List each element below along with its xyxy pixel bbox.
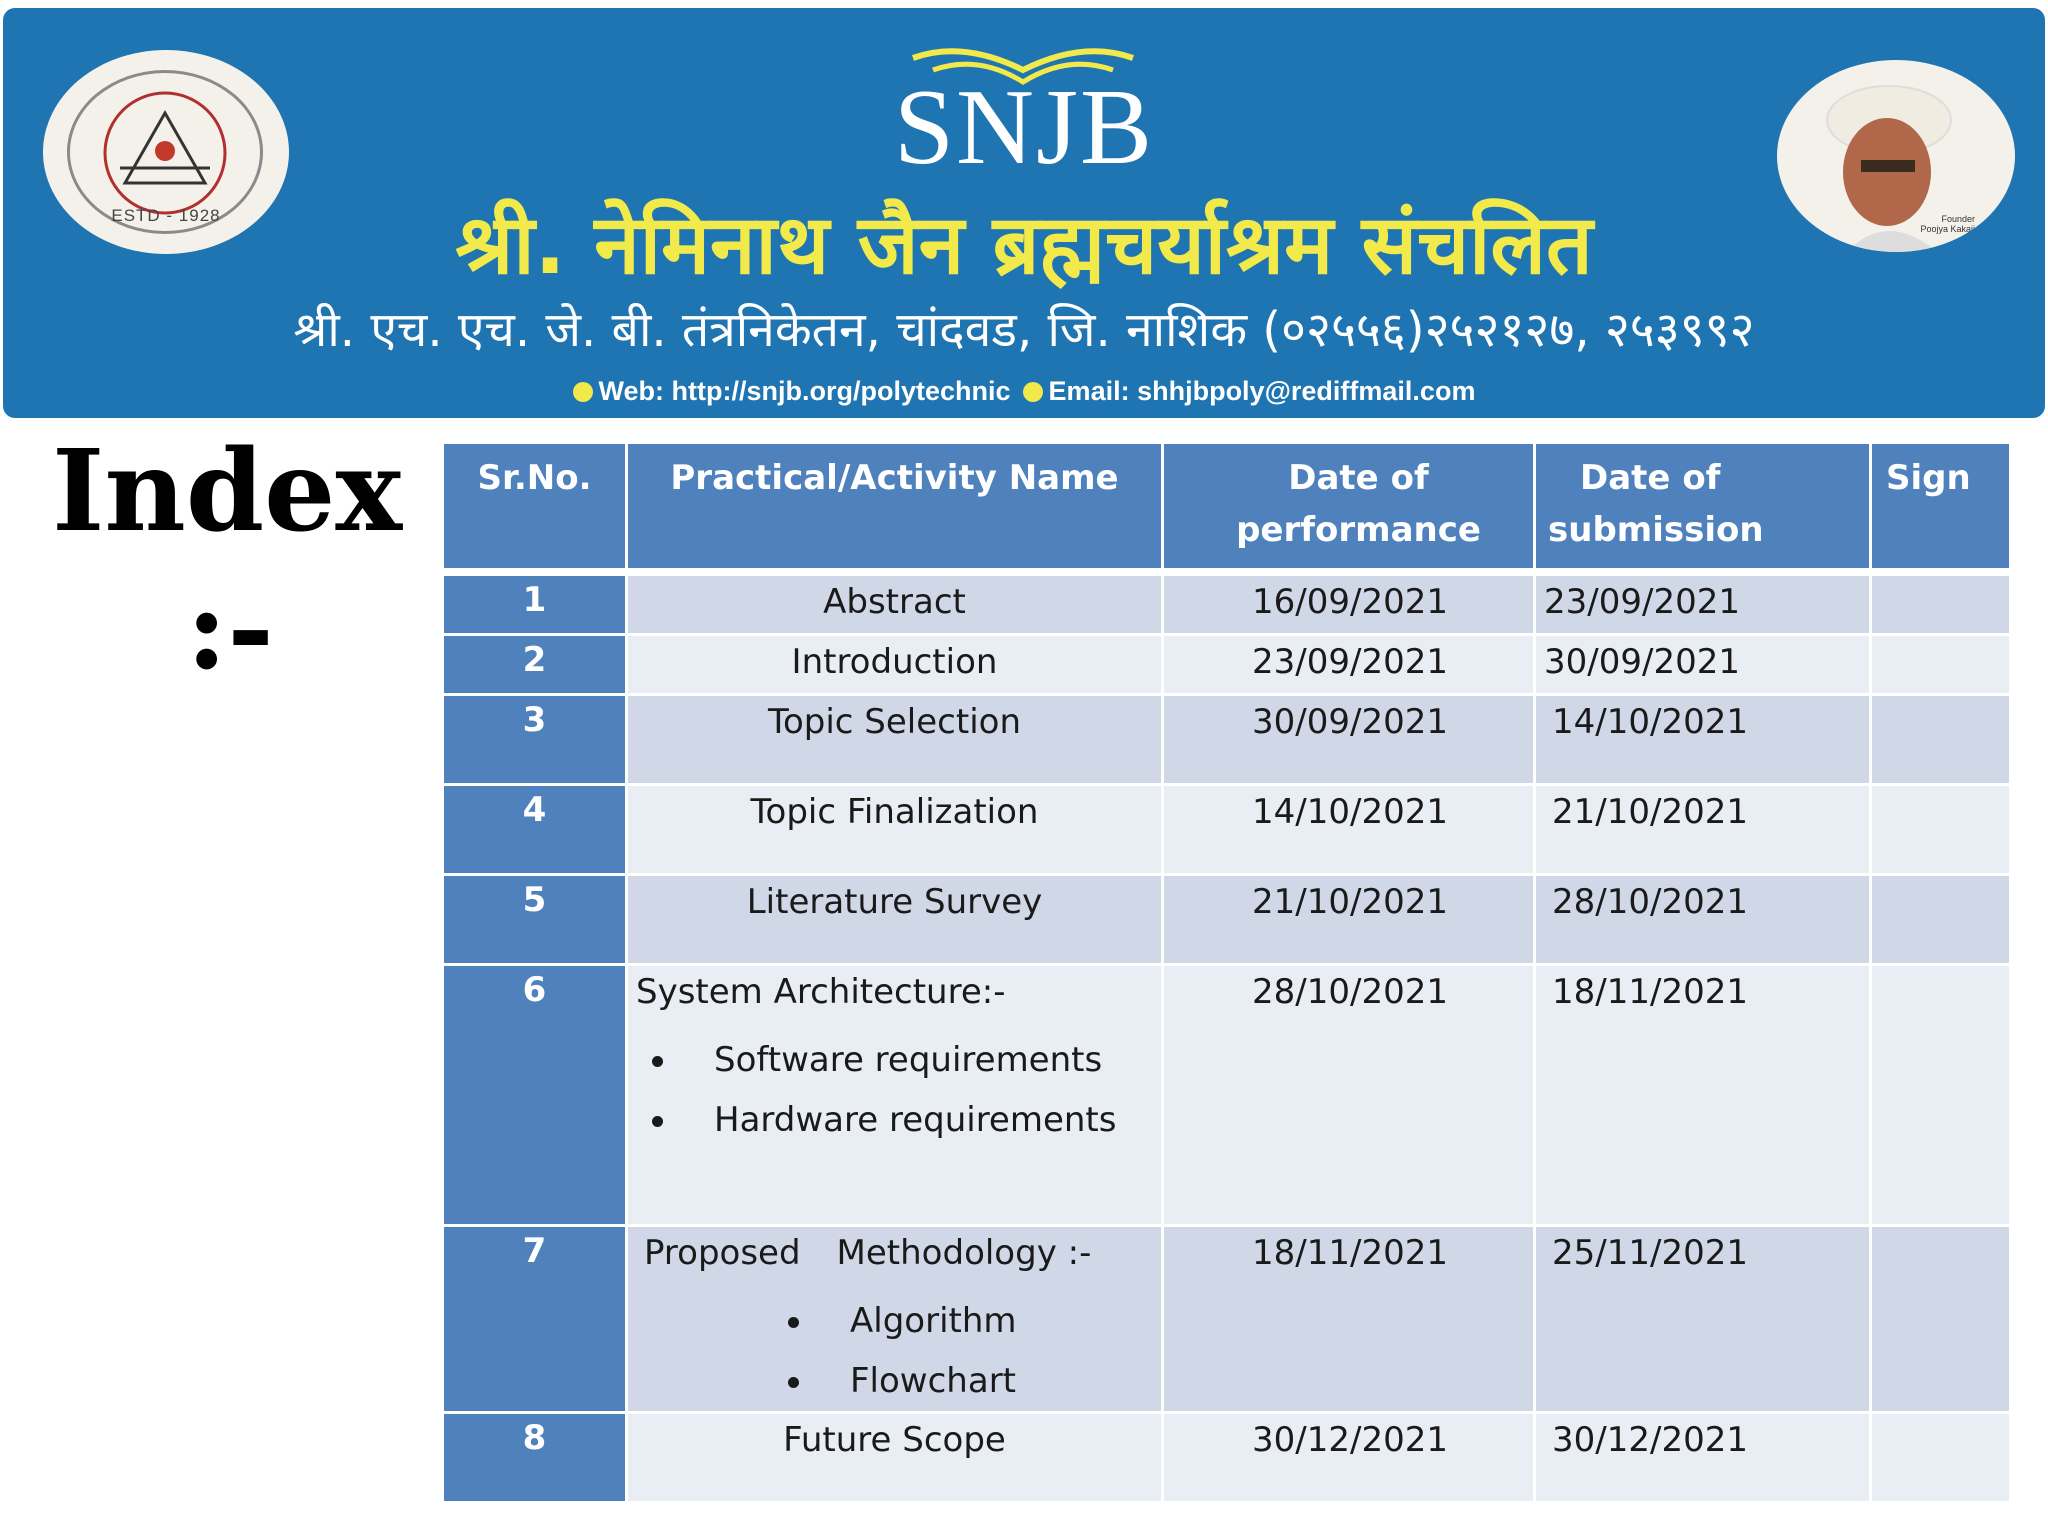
row-sign-cell (1872, 696, 2012, 786)
institute-banner (3, 8, 2045, 418)
page-title-suffix: :- (186, 564, 274, 695)
row-date-performance: 16/09/2021 (1164, 576, 1536, 636)
row-sign-cell (1872, 876, 2012, 966)
page-title: Index (52, 426, 403, 557)
header-activity-name: Practical/Activity Name (628, 444, 1164, 576)
list-item: Hardware requirements (636, 1090, 1161, 1150)
row-date-performance: 23/09/2021 (1164, 636, 1536, 696)
row-sr-no: 1 (444, 576, 628, 636)
row-date-submission: 14/10/2021 (1536, 696, 1872, 786)
email-text: Email: shhjbpoly@rediffmail.com (1048, 376, 1476, 406)
row-activity-title: System Architecture:- (636, 972, 1006, 1012)
row-activity-name: Abstract (628, 576, 1164, 636)
row-sr-no: 3 (444, 696, 628, 786)
row-date-submission: 25/11/2021 (1536, 1227, 1872, 1414)
sub-item-list (628, 1291, 1161, 1411)
row-activity-name (628, 966, 1164, 1227)
table-row (444, 1227, 2012, 1414)
header-date-of-submission: Date of submission (1536, 444, 1872, 576)
row-date-performance: 28/10/2021 (1164, 966, 1536, 1227)
sub-item-list (636, 1030, 1161, 1150)
row-date-submission: 30/12/2021 (1536, 1414, 1872, 1504)
row-sr-no: 8 (444, 1414, 628, 1504)
row-sr-no: 2 (444, 636, 628, 696)
website-text: Web: http://snjb.org/polytechnic (598, 376, 1011, 406)
row-date-performance: 14/10/2021 (1164, 786, 1536, 876)
table-row (444, 876, 2012, 966)
founder-caption: Founder Poojya Kakaji (1920, 214, 1975, 234)
row-sr-no: 6 (444, 966, 628, 1227)
bullet-dot-icon (1023, 382, 1043, 402)
bullet-dot-icon (573, 382, 593, 402)
list-item: Software requirements (636, 1030, 1161, 1090)
row-date-submission: 30/09/2021 (1536, 636, 1872, 696)
row-activity-name: Topic Finalization (628, 786, 1164, 876)
row-date-submission: 28/10/2021 (1536, 876, 1872, 966)
row-date-submission: 23/09/2021 (1536, 576, 1872, 636)
table-header-row (444, 444, 2012, 576)
row-activity-name: Future Scope (628, 1414, 1164, 1504)
row-sign-cell (1872, 576, 2012, 636)
seal-estd-text: ESTD - 1928 (111, 206, 221, 225)
polytechnic-address-marathi: श्री. एच. एच. जे. बी. तंत्रनिकेतन, चांदवड, जि. नाशिक (०२५५६)२५२१२७, २५३९९२ (293, 302, 1755, 358)
table-row (444, 636, 2012, 696)
row-date-performance: 18/11/2021 (1164, 1227, 1536, 1414)
contact-line (3, 374, 2045, 408)
founder-portrait (1777, 60, 2015, 252)
table-row (444, 1414, 2012, 1504)
row-date-performance: 30/12/2021 (1164, 1414, 1536, 1504)
row-date-performance: 21/10/2021 (1164, 876, 1536, 966)
row-date-submission: 21/10/2021 (1536, 786, 1872, 876)
row-activity-name (628, 1227, 1164, 1414)
row-activity-title: Proposed Methodology :- (644, 1233, 1092, 1273)
table-row (444, 576, 2012, 636)
row-activity-name: Topic Selection (628, 696, 1164, 786)
header-date-of-performance: Date of performance (1164, 444, 1536, 576)
list-item: Flowchart (628, 1351, 1161, 1411)
table-row (444, 786, 2012, 876)
row-sign-cell (1872, 966, 2012, 1227)
row-sign-cell (1872, 786, 2012, 876)
row-activity-name: Literature Survey (628, 876, 1164, 966)
institute-acronym: SNJB (893, 68, 1155, 187)
list-item: Algorithm (628, 1291, 1161, 1351)
row-sign-cell (1872, 636, 2012, 696)
row-sign-cell (1872, 1227, 2012, 1414)
trust-name-marathi: श्री. नेमिनाथ जैन ब्रह्मचर्याश्रम संचलित (455, 198, 1593, 293)
header-sign: Sign (1872, 444, 2012, 576)
row-date-performance: 30/09/2021 (1164, 696, 1536, 786)
row-sr-no: 7 (444, 1227, 628, 1414)
row-date-submission: 18/11/2021 (1536, 966, 1872, 1227)
row-sr-no: 4 (444, 786, 628, 876)
header-sr-no: Sr.No. (444, 444, 628, 576)
row-sign-cell (1872, 1414, 2012, 1504)
row-activity-name: Introduction (628, 636, 1164, 696)
index-table (444, 444, 2012, 1504)
row-sr-no: 5 (444, 876, 628, 966)
table-row (444, 696, 2012, 786)
table-row (444, 966, 2012, 1227)
